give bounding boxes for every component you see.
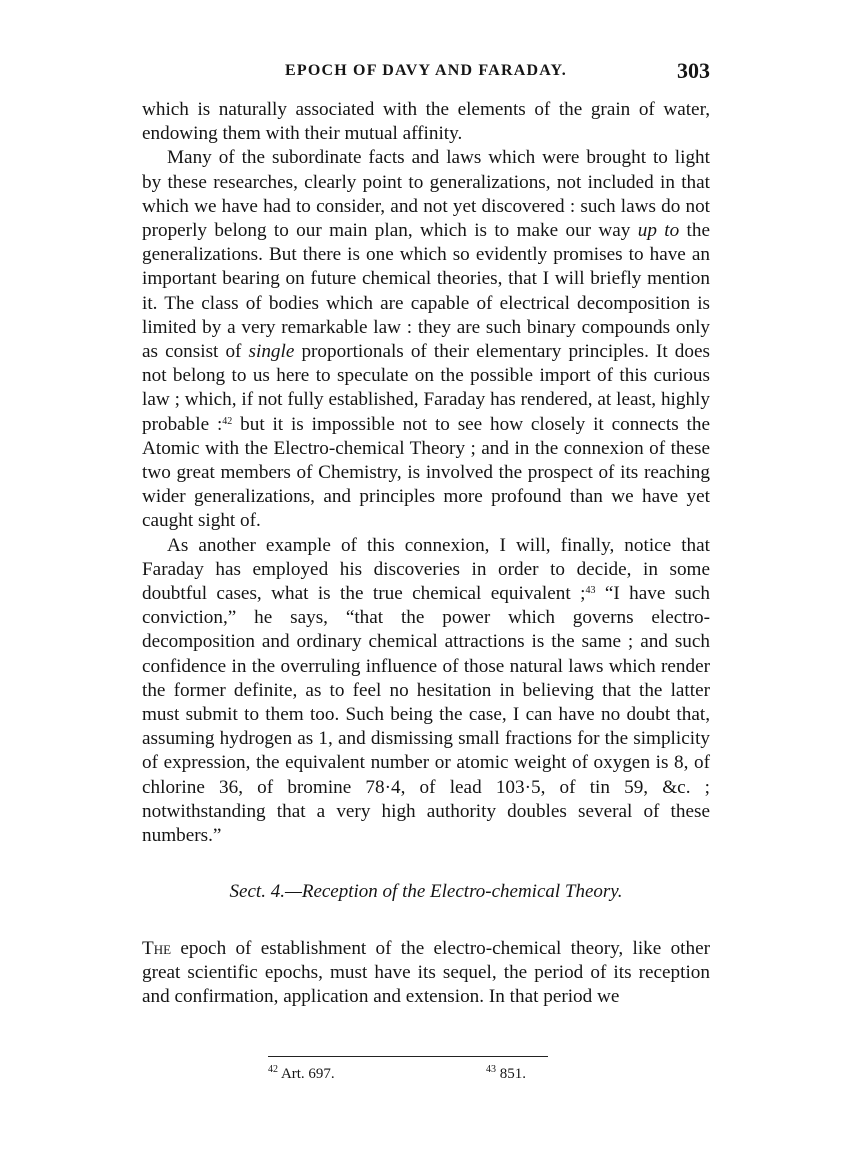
footnote-ref-43: 43 — [585, 585, 596, 597]
emphasis-single: single — [248, 341, 295, 363]
running-title: EPOCH OF DAVY AND FARADAY. — [284, 62, 568, 79]
quotation-text: “I have such conviction,” he says, “that the power which governs electro-decomposition and ordinary chemical attractions is the same ; and such confidence in the overruling influence of those natural laws which render the former definite, as to feel no hesitation in believing that the latter must submit to them too. Such being the case, I can have no doubt that, assuming hydrogen as 1, and dismissing small fractions for the simplicity of expression, the equivalent number or atomic weight of oxygen is 8, of chlorine 36, of bromine 78·4, of lead 103·5, of tin 59, &c. ; notwithstanding that a very high authority doubles several of these numbers.” — [142, 583, 710, 847]
paragraph-continuation: which is naturally associated with the elements of the grain of water, endowing them with their mutual affinity. — [142, 99, 710, 145]
footnote-text: 851. — [499, 1066, 526, 1082]
footnote-divider — [268, 1056, 548, 1057]
page-number: 303 — [677, 58, 710, 83]
footnote-42 — [268, 1066, 335, 1083]
paragraph-text: Many of the subordinate facts and laws which were brought to light by these researches, clearly point to generalizations, not included in that which we have had to consider, and not yet discovered : such laws do not properly belong to our main plan, which is to make our way — [142, 147, 710, 242]
paragraph-text: the generalizations. But there is one which so evidently promises to have an important bearing on future chemical theories, that I will briefly mention it. The class of bodies which are capable of electrical decomposition is limited by a very remarkable law : they are such binary compounds only as consist of — [142, 220, 710, 363]
footnote-43 — [486, 1066, 526, 1083]
paragraph-text: epoch of establishment of the electro-chemical theory, like other great scientific epochs, must have its sequel, the period of its reception and confirmation, application and extension. In that period we — [142, 937, 710, 1007]
running-header — [142, 58, 710, 88]
paragraph-binary-compounds — [142, 146, 710, 533]
footnote-marker: 42 — [268, 1064, 278, 1075]
paragraph-text: proportionals of their elementary principles. It does not belong to us here to speculate on the possible import of this curious law ; which, if not fully established, Faraday has rendered, at least, highly probable : — [142, 341, 710, 435]
footnote-text: Art. 697. — [280, 1066, 335, 1082]
footnote-marker: 43 — [486, 1064, 496, 1075]
paragraph-text: but it is impossible not to see how closely it connects the Atomic with the Electro-chemical Theory ; and in the connexion of these two great members of Chemistry, is involved the prospect of its reaching wider generalizations, and principles more profound than we have yet caught sight of. — [142, 413, 710, 532]
opening-word: The — [142, 937, 172, 959]
paragraph-chemical-equivalent — [142, 534, 710, 849]
emphasis-up-to: up to — [637, 220, 680, 242]
paragraph-reception — [142, 937, 710, 1010]
footnote-ref-42: 42 — [222, 415, 233, 427]
section-heading: Sect. 4.—Reception of the Electro-chemical Theory. — [229, 881, 623, 903]
paragraph-text: As another example of this connexion, I will, finally, notice that Faraday has employed his discoveries in order to decide, in some doubtful cases, what is the true chemical equivalent ; — [142, 534, 710, 605]
body-text — [142, 98, 710, 1009]
